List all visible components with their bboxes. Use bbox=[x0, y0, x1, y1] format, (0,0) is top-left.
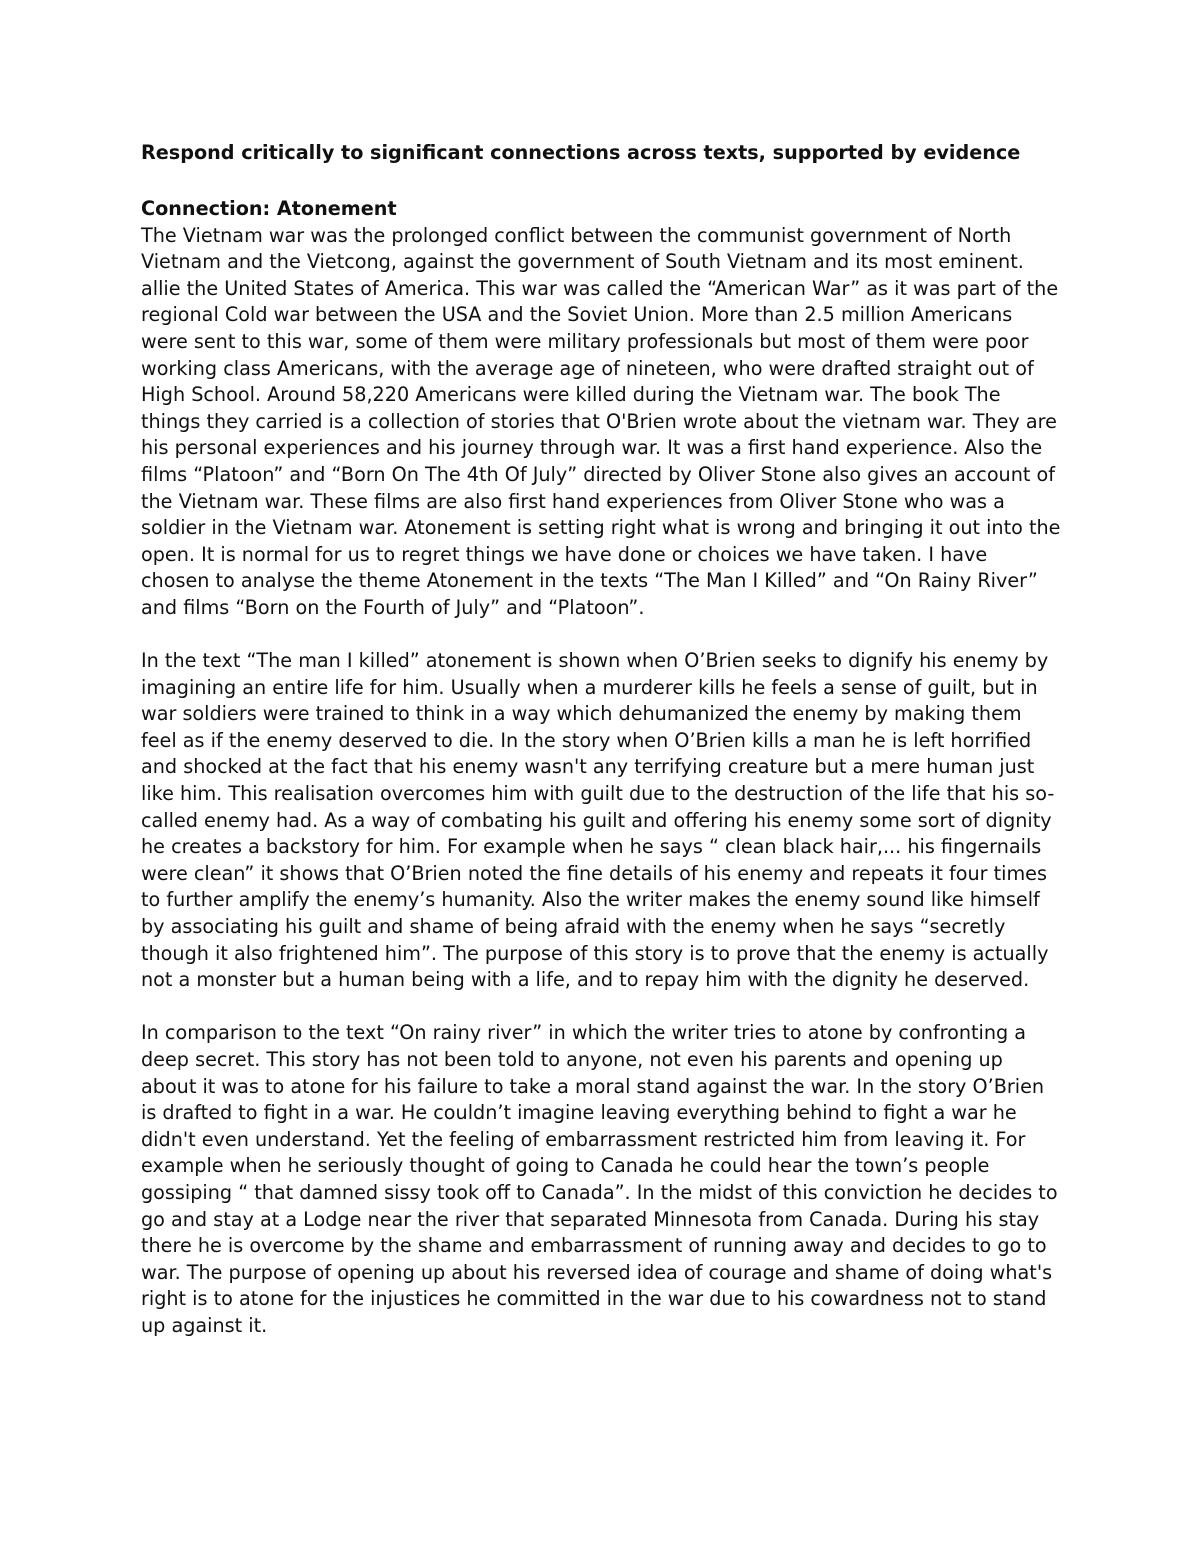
paragraph-man-i-killed: In the text “The man I killed” atonement is shown when O’Brien seeks to dignify his enemy by imagining an entire life for him. Usually when a murderer kills he feels a sense of guilt, but in war soldiers were trained to think in a way which dehumanized the enemy by making them feel as if the enemy deserved to die. In the story when O’Brien kills a man he is left horrified and shocked at the fact that his enemy wasn't any terrifying creature but a mere human just like him. This realisation overcomes him with guilt due to the destruction of the life that his so-called enemy had. As a way of combating his guilt and offering his enemy some sort of dignity he creates a backstory for him. For example when he says “ clean black hair,... his fingernails were clean” it shows that O’Brien noted the fine details of his enemy and repeats it four times to further amplify the enemy’s humanity. Also the writer makes the enemy sound like himself by associating his guilt and shame of being afraid with the enemy when he says “secretly though it also frightened him”. The purpose of this story is to prove that the enemy is actually not a monster but a human being with a life, and to repay him with the dignity he deserved. bbox=[141, 649, 1055, 992]
document-title: Respond critically to significant connections across texts, supported by evidence bbox=[141, 141, 1021, 164]
section-heading: Connection: Atonement bbox=[141, 197, 397, 220]
document-page bbox=[141, 138, 1061, 1366]
paragraph-intro: The Vietnam war was the prolonged conflict between the communist government of North Vietnam and the Vietcong, against the government of South Vietnam and its most eminent. allie the United States of America. This war was called the “American War” as it was part of the regional Cold war between the USA and the Soviet Union. More than 2.5 million Americans were sent to this war, some of them were military professionals but most of them were poor working class Americans, with the average age of nineteen, who were drafted straight out of High School. Around 58,220 Americans were killed during the Vietnam war. The book The things they carried is a collection of stories that O'Brien wrote about the vietnam war. They are his personal experiences and his journey through war. It was a first hand experience. Also the films “Platoon” and “Born On The 4th Of July” directed by Oliver Stone also gives an account of the Vietnam war. These films are also first hand experiences from Oliver Stone who was a soldier in the Vietnam war. Atonement is setting right what is wrong and bringing it out into the open. It is normal for us to regret things we have done or choices we have taken. I have chosen to analyse the theme Atonement in the texts “The Man I Killed” and “On Rainy River” and films “Born on the Fourth of July” and “Platoon”. bbox=[141, 223, 1061, 619]
paragraph-on-rainy-river: In comparison to the text “On rainy river” in which the writer tries to atone by confronting a deep secret. This story has not been told to anyone, not even his parents and opening up about it was to atone for his failure to take a moral stand against the war. In the story O’Brien is drafted to fight in a war. He couldn’t imagine leaving everything behind to fight a war he didn't even understand. Yet the feeling of embarrassment restricted him from leaving it. For example when he seriously thought of going to Canada he could hear the town’s people gossiping “ that damned sissy took off to Canada”. In the midst of this conviction he decides to go and stay at a Lodge near the river that separated Minnesota from Canada. During his stay there he is overcome by the shame and embarrassment of running away and decides to go to war. The purpose of opening up about his reversed idea of courage and shame of doing what's right is to atone for the injustices he committed in the war due to his cowardness not to stand up against it. bbox=[141, 1021, 1058, 1337]
